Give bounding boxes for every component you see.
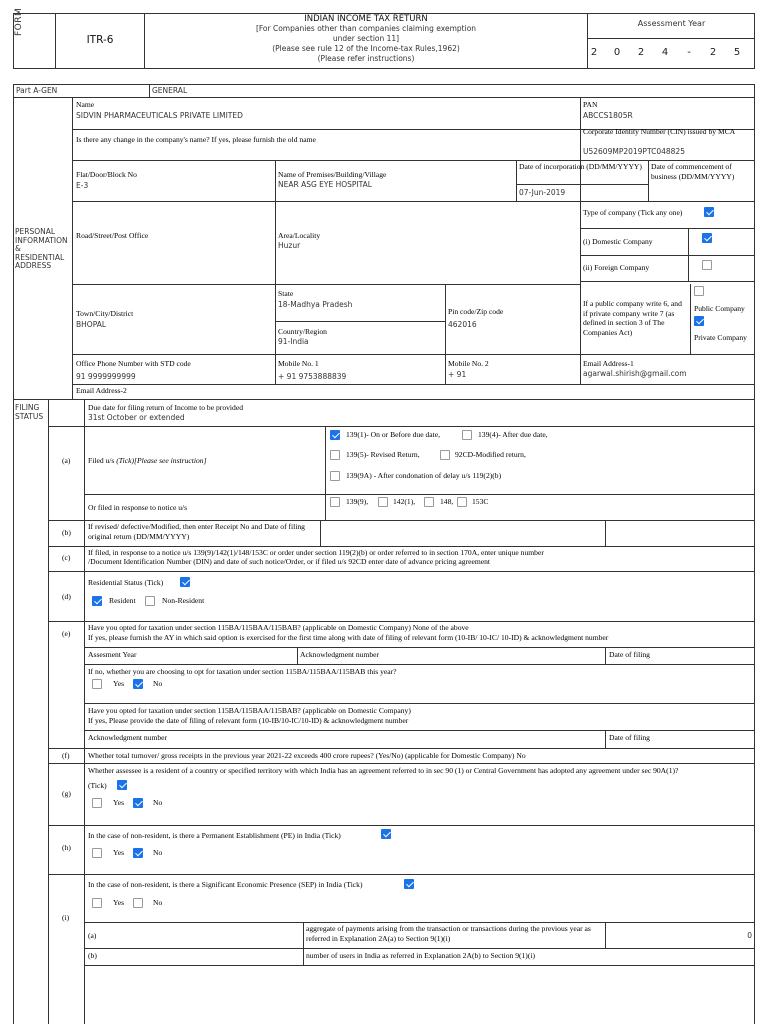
sep-question: In the case of non-resident, is there a Significant Economic Presence (SEP) in India (Tick)	[88, 880, 363, 889]
flat-value: E-3	[76, 181, 89, 190]
domestic-company-checkbox[interactable]	[702, 233, 712, 243]
row-a-marker: (a)	[62, 456, 71, 465]
public-company-label: Public Company	[694, 304, 745, 313]
part-title: GENERAL	[152, 86, 188, 95]
ack-number-label: Acknowledgment number	[88, 733, 168, 742]
opted-question-2: If yes, please furnish the AY in which said option is exercised for the first time along with date of filing of relevant form (10-IB/ 10-IC/ 10-ID) & acknowledgment number	[88, 633, 609, 642]
s92cd-checkbox[interactable]	[440, 450, 450, 460]
filing-section-label: FILING STATUS	[15, 403, 44, 421]
ib-marker: (b)	[88, 951, 97, 960]
g-yes-checkbox[interactable]	[92, 798, 102, 808]
area-value: Huzur	[278, 241, 301, 250]
i-no-label: No	[153, 898, 163, 907]
s139-9a-label: 139(9A) - After condonation of delay u/s 119(2)(b)	[346, 471, 502, 480]
ay-digit: 0	[613, 47, 621, 58]
ay-digit: 2	[709, 47, 717, 58]
h-no-checkbox[interactable]	[133, 848, 143, 858]
incorporation-date: 07-Jun-2019	[519, 188, 566, 197]
col-date-filing: Date of filing	[609, 650, 650, 659]
form-word: FORM	[14, 7, 24, 36]
ay-digit: -	[687, 47, 691, 58]
mobile2-value: + 91	[448, 370, 467, 379]
due-date-label: Due date for filing return of Income to be provided	[88, 403, 243, 412]
part-label: Part A-GEN	[16, 86, 58, 95]
opted2-question-2: If yes, Please provide the date of filing of relevant form (10-IB/10-IC/10-ID) & acknowledgment number	[88, 716, 409, 725]
g-header-checkbox[interactable]	[117, 780, 127, 790]
notice-153c-checkbox[interactable]	[457, 497, 467, 507]
public-private-note: If a public company write 6, and if private company write 7 (as defined in section 3 of The Companies Act)	[583, 299, 682, 337]
area-label: Area/Locality	[278, 231, 321, 240]
name-change-question: Is there any change in the company's name? If yes, please furnish the old name	[76, 135, 316, 144]
s139-4-checkbox[interactable]	[462, 430, 472, 440]
s139-1-label: 139(1)- On or Before due date,	[346, 430, 441, 439]
s139-5-checkbox[interactable]	[330, 450, 340, 460]
h-yes-label: Yes	[113, 848, 125, 857]
form-subtitle-4: (Please refer instructions)	[317, 54, 415, 63]
opted-question: Have you opted for taxation under section 115BA/115BAA/115BAB? (applicable on Domestic Company) None of the above	[88, 623, 469, 632]
town-label: Town/City/District	[76, 309, 134, 318]
nonresident-label: Non-Resident	[162, 596, 205, 605]
personal-section-label: PERSONAL INFORMATION & RESIDENTIAL ADDRESS	[15, 227, 68, 270]
flat-label: Flat/Door/Block No	[76, 170, 137, 179]
public-company-checkbox[interactable]	[694, 286, 704, 296]
h-header-checkbox[interactable]	[381, 829, 391, 839]
pan-value: ABCCS1805R	[583, 111, 633, 120]
form-code: ITR-6	[86, 34, 114, 46]
s92cd-label: 92CD-Modified return,	[455, 450, 526, 459]
ia-marker: (a)	[88, 931, 97, 940]
state-label: State	[278, 289, 294, 298]
opted2-question: Have you opted for taxation under section 115BA/115BAA/115BAB? (applicable on Domestic Company)	[88, 706, 411, 715]
s139-1-checkbox[interactable]	[330, 430, 340, 440]
date-of-filing-label: Date of filing	[609, 733, 650, 742]
office-phone-value: 91 9999999999	[76, 372, 136, 381]
row-h-marker: (h)	[62, 843, 71, 852]
company-name: SIDVIN PHARMACEUTICALS PRIVATE LIMITED	[76, 111, 243, 120]
i-no-checkbox[interactable]	[133, 898, 143, 908]
private-company-label: Private Company	[694, 333, 747, 342]
name-label: Name	[76, 100, 95, 109]
pe-question: In the case of non-resident, is there a Permanent Establishment (PE) in India (Tick)	[88, 831, 341, 840]
form-title: INDIAN INCOME TAX RETURN	[304, 14, 428, 24]
road-label: Road/Street/Post Office	[76, 231, 149, 240]
foreign-company-checkbox[interactable]	[702, 260, 712, 270]
notice-139-9-label: 139(9),	[346, 497, 369, 506]
cin-value: U52609MP2019PTC048825	[583, 147, 685, 156]
form-subtitle-3: (Please see rule 12 of the Income-tax Rules,1962)	[272, 44, 460, 53]
notice-text-2: /Document Identification Number (DIN) and date of such notice/Order, or if filed u/s 92CD enter date of advance pricing agreement	[88, 557, 491, 566]
state-value: 18-Madhya Pradesh	[278, 300, 353, 309]
s139-5-label: 139(5)- Revised Return,	[346, 450, 420, 459]
col-assessment-year: Assesment Year	[88, 650, 137, 659]
opt-no-label: No	[153, 679, 163, 688]
resident-checkbox[interactable]	[92, 596, 102, 606]
ay-digit: 4	[661, 47, 669, 58]
resident-country-question: Whether assessee is a resident of a country or specified territory with which India has an agreement referred to in sec 90 (1) or Central Government has adopted any agreement under sec 90A(1)?	[88, 766, 679, 775]
pin-label: Pin code/Zip code	[448, 307, 504, 316]
notice-139-9-checkbox[interactable]	[330, 497, 340, 507]
i-yes-checkbox[interactable]	[92, 898, 102, 908]
residential-status-label: Residential Status (Tick)	[88, 578, 164, 587]
resident-label: Resident	[109, 596, 136, 605]
g-yes-label: Yes	[113, 798, 125, 807]
premises-label: Name of Premises/Building/Village	[278, 170, 387, 179]
turnover-question: Whether total turnover/ gross receipts in the previous year 2021-22 exceeds 400 crore rupees? (Yes/No) (applicable for Domestic Company) No	[88, 751, 526, 760]
residential-header-checkbox[interactable]	[180, 577, 190, 587]
notice-text-1: If filed, in response to a notice u/s 139(9)/142(1)/148/153C or order under section 119(2)(b) or order referred to in section 170A, enter unique number	[88, 548, 544, 557]
incorporation-label: Date of incorporation (DD/MM/YYYY)	[519, 162, 642, 171]
opt-yes-label: Yes	[113, 679, 125, 688]
notice-148-label: 148,	[440, 497, 454, 506]
row-d-marker: (d)	[62, 592, 71, 601]
nonresident-checkbox[interactable]	[145, 596, 155, 606]
h-no-label: No	[153, 848, 163, 857]
revised-text: If revised/ defective/Modified, then enter Receipt No and Date of filing original return (DD/MM/YYYY)	[88, 522, 305, 541]
ia-value: 0	[747, 931, 752, 940]
pin-value: 462016	[448, 320, 477, 329]
mobile2-label: Mobile No. 2	[448, 359, 489, 368]
cin-label: Corporate Identity Number (CIN) issued by MCA	[583, 127, 736, 136]
due-date-value: 31st October or extended	[88, 413, 185, 422]
country-value: 91-India	[278, 337, 309, 346]
private-company-checkbox[interactable]	[694, 316, 704, 326]
row-i-marker: (i)	[62, 913, 70, 922]
company-type-label: Type of company (Tick any one)	[583, 208, 683, 217]
opt-yes-checkbox[interactable]	[92, 679, 102, 689]
domestic-company-label: (i) Domestic Company	[583, 237, 653, 246]
notice-142-1-checkbox[interactable]	[378, 497, 388, 507]
mobile1-value: + 91 9753888839	[278, 372, 347, 381]
form-subtitle-2: under section 11]	[332, 34, 400, 43]
email1-value: agarwal.shirish@gmail.com	[583, 369, 687, 378]
s139-4-label: 139(4)- After due date,	[478, 430, 548, 439]
town-value: BHOPAL	[76, 320, 107, 329]
filed-us-prefix: Filed u/s	[88, 456, 117, 465]
row-e-marker: (e)	[62, 629, 71, 638]
assessment-year-label: Assessment Year	[637, 19, 706, 28]
email1-label: Email Address-1	[583, 359, 634, 368]
h-yes-checkbox[interactable]	[92, 848, 102, 858]
s139-9a-checkbox[interactable]	[330, 471, 340, 481]
ib-text: number of users in India as referred in Explanation 2A(b) to Section 9(1)(i)	[306, 951, 536, 960]
col-acknowledgment: Acknowledgment number	[300, 650, 380, 659]
email2-label: Email Address-2	[76, 386, 127, 395]
row-b-marker: (b)	[62, 528, 71, 537]
company-type-header-checkbox[interactable]	[704, 207, 714, 217]
notice-label: Or filed in response to notice u/s	[88, 503, 188, 512]
form-subtitle-1: [For Companies other than companies claiming exemption	[255, 24, 477, 33]
opt-no-checkbox[interactable]	[133, 679, 143, 689]
g-no-label: No	[153, 798, 163, 807]
row-f-marker: (f)	[62, 751, 70, 760]
country-label: Country/Region	[278, 327, 327, 336]
g-tick-label: (Tick)	[88, 781, 107, 790]
ay-digit: 2	[590, 47, 598, 58]
if-no-question: If no, whether you are choosing to opt for taxation under section 115BA/115BAA/115BAB this year?	[88, 667, 397, 676]
foreign-company-label: (ii) Foreign Company	[583, 263, 650, 272]
g-no-checkbox[interactable]	[133, 798, 143, 808]
row-g-marker: (g)	[62, 789, 71, 798]
row-c-marker: (c)	[62, 553, 71, 562]
office-phone-label: Office Phone Number with STD code	[76, 359, 191, 368]
notice-153c-label: 153C	[472, 497, 489, 506]
i-yes-label: Yes	[113, 898, 125, 907]
form-title-block	[145, 14, 587, 64]
ia-text: aggregate of payments arising from the transaction or transactions during the previous year as referred in Explanation 2A(a) to Section 9(1)(i)	[306, 924, 591, 943]
mobile1-label: Mobile No. 1	[278, 359, 319, 368]
ay-digit: 2	[637, 47, 645, 58]
filed-us-instruction: (Tick)[Please see instruction]	[116, 456, 207, 465]
ay-digit: 5	[733, 47, 741, 58]
filed-us-label	[88, 456, 207, 466]
notice-142-1-label: 142(1),	[393, 497, 416, 506]
premises-value: NEAR ASG EYE HOSPITAL	[278, 180, 372, 189]
i-header-checkbox[interactable]	[404, 879, 414, 889]
notice-148-checkbox[interactable]	[424, 497, 434, 507]
pan-label: PAN	[583, 100, 598, 109]
commencement-label: Date of commencement of business (DD/MM/YYYY)	[651, 162, 735, 181]
